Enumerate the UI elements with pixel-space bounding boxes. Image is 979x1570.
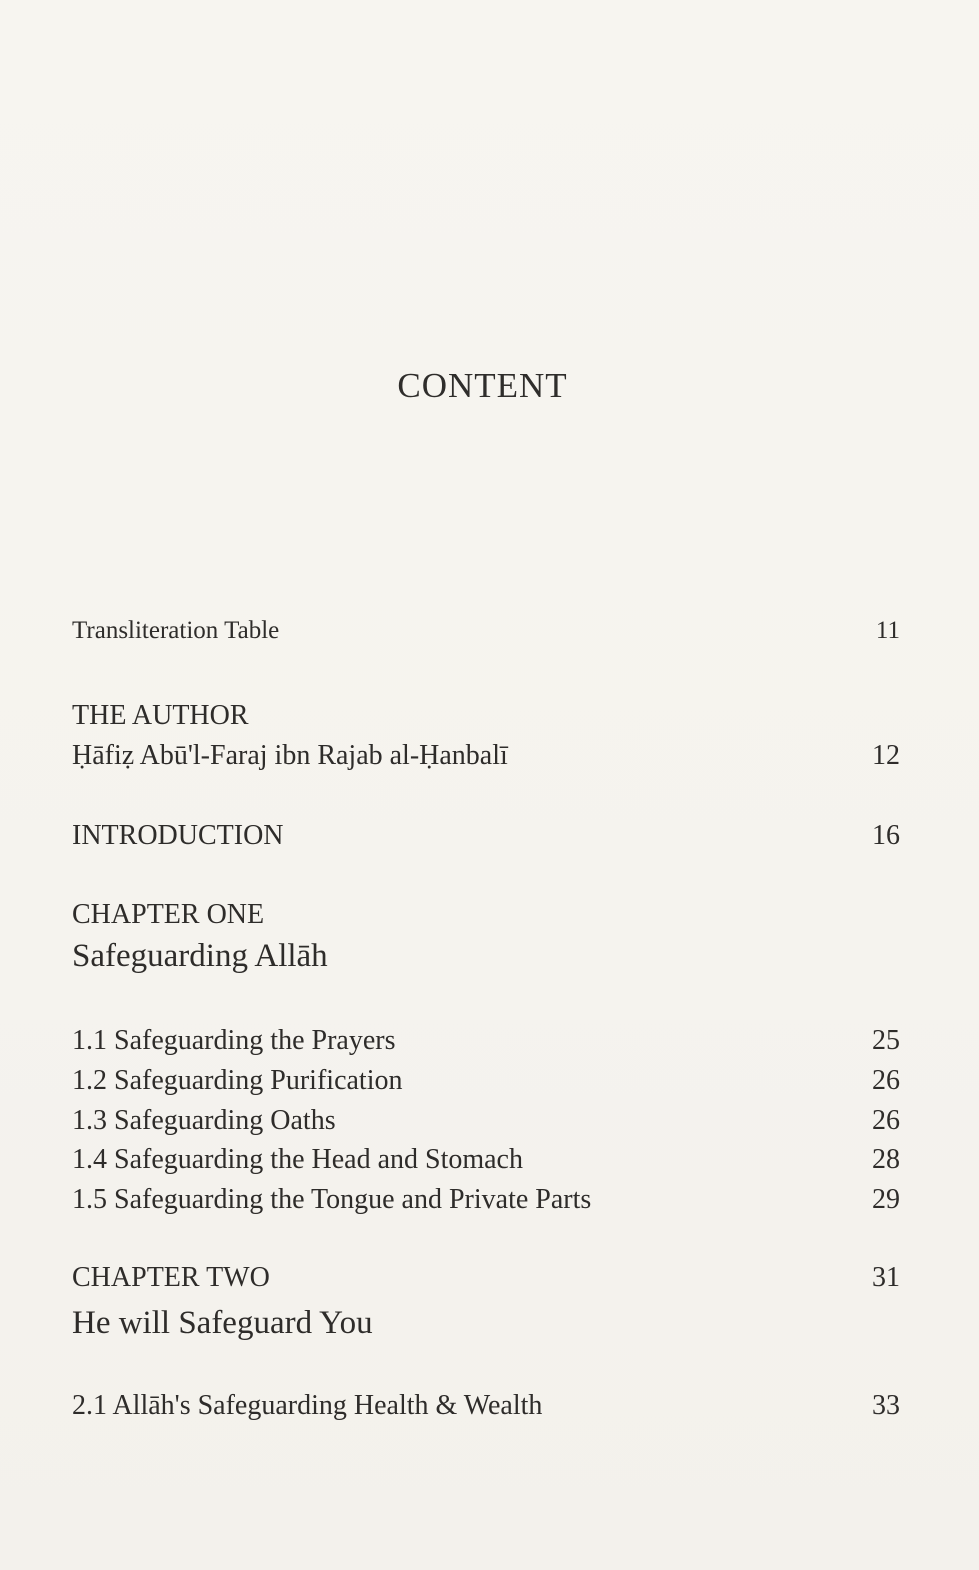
chapter-one-subtitle: Safeguarding Allāh	[72, 938, 328, 974]
toc-page-number: 33	[872, 1390, 900, 1421]
toc-entry-label: 1.5 Safeguarding the Tongue and Private Parts	[72, 1184, 592, 1215]
toc-entry-label: INTRODUCTION	[72, 820, 284, 851]
toc-entry-label: 1.2 Safeguarding Purification	[72, 1065, 403, 1096]
toc-entry-label: 1.4 Safeguarding the Head and Stomach	[72, 1144, 523, 1175]
toc-page-number: 26	[872, 1065, 900, 1096]
toc-page-number: 11	[875, 617, 900, 644]
toc-entry-section	[72, 1390, 900, 1422]
toc-entry-label: Transliteration Table	[72, 617, 280, 644]
author-heading: THE AUTHOR	[72, 700, 249, 731]
toc-page-number: 16	[872, 820, 900, 851]
toc-page-number: 26	[872, 1105, 900, 1136]
toc-entry-transliteration	[72, 617, 900, 645]
toc-page-number: 12	[872, 740, 900, 771]
toc-entry-label: 1.1 Safeguarding the Prayers	[72, 1025, 396, 1056]
toc-entry-section	[72, 1105, 900, 1137]
toc-entry-section	[72, 1144, 900, 1176]
toc-entry-chapter-two	[72, 1262, 900, 1294]
toc-page-number: 29	[872, 1184, 900, 1215]
toc-entry-label: 2.1 Allāh's Safeguarding Health & Wealth	[72, 1390, 543, 1421]
toc-entry-section	[72, 1025, 900, 1057]
toc-page-number: 28	[872, 1144, 900, 1175]
toc-entry-label: 1.3 Safeguarding Oaths	[72, 1105, 336, 1136]
toc-entry-introduction	[72, 820, 900, 852]
toc-page-number: 31	[872, 1262, 900, 1293]
chapter-two-heading: CHAPTER TWO	[72, 1262, 270, 1293]
page-title: CONTENT	[397, 366, 568, 405]
chapter-one-heading: CHAPTER ONE	[72, 899, 265, 930]
toc-entry-section	[72, 1184, 900, 1216]
toc-entry-author	[72, 740, 900, 772]
toc-entry-section	[72, 1065, 900, 1097]
toc-page-number: 25	[872, 1025, 900, 1056]
toc-entry-label: Ḥāfiẓ Abū'l-Faraj ibn Rajab al-Ḥanbalī	[72, 740, 508, 771]
chapter-two-subtitle: He will Safeguard You	[72, 1305, 373, 1341]
